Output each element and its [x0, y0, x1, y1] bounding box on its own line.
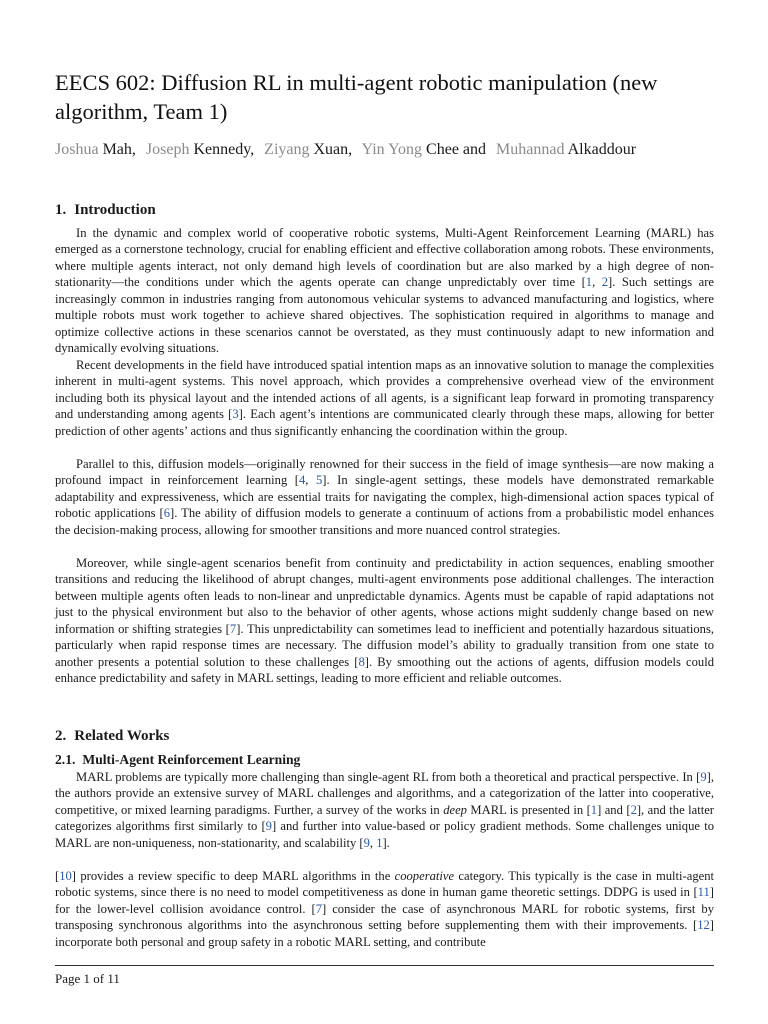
author	[146, 141, 260, 158]
author	[496, 141, 636, 158]
author-separator: ,	[131, 141, 136, 158]
section-number: 1.	[55, 202, 67, 218]
citation-link[interactable]: 7	[315, 901, 322, 916]
citation-link[interactable]: 8	[358, 654, 365, 669]
author-given-name: Ziyang	[264, 141, 310, 158]
emphasis-text: cooperative	[394, 869, 455, 883]
author	[362, 141, 492, 158]
author-family-name: Chee	[426, 141, 459, 158]
citation-link[interactable]: 9	[363, 835, 370, 850]
author-separator: ,	[250, 141, 255, 158]
citation-link[interactable]: 4	[298, 473, 306, 488]
citation-link[interactable]: 5	[315, 473, 323, 488]
page-number: Page 1 of 11	[55, 971, 120, 986]
citation-link[interactable]: 1	[376, 835, 383, 850]
subsection-heading-marl	[55, 751, 300, 768]
citation-link[interactable]: 12	[697, 918, 710, 933]
related-paragraph-1: MARL problems are typically more challenging than single-agent RL from both a theoretical and practical perspective. In [9], the authors provide an extensive survey of MARL challenges and algorithms, and a categorization of the latter into cooperative, competitive, or mixed learning paradigms. Further, a survey of the works in deep MARL is presented in [1] and [2], and the latter categorizes algorithms first similarly to [9] and further into value-based or policy gradient methods. Some challenges unique to MARL are non-uniqueness, non-stationarity, and scalability [9, 1].	[55, 770, 714, 850]
author-given-name: Joseph	[145, 141, 190, 158]
footer-rule	[55, 965, 714, 966]
subsection-number: 2.1.	[55, 752, 76, 767]
citation-link[interactable]: 1	[590, 802, 598, 817]
intro-paragraph-1: In the dynamic and complex world of cooperative robotic systems, Multi-Agent Reinforcement Learning (MARL) has emerged as a cornerstone technology, crucial for enabling efficient and effective collaboration among robots. These environments, where multiple agents interact, not only demand high levels of coordination but are also marked by a high degree of non-stationarity—the conditions under which the agents operate can change unpredictably over time [1, 2]. Such settings are increasingly common in industries ranging from autonomous vehicular systems to advanced manufacturing and logistics, where multiple robots must work together to achieve shared objectives. The sophistication required in algorithms to manage and optimize collective actions in these scenarios cannot be overstated, as they must continuously adapt to new information and dynamically evolving situations.	[55, 226, 714, 356]
section-heading-introduction	[55, 201, 156, 220]
intro-paragraph-2: Recent developments in the field have introduced spatial intention maps as an innovative solution to manage the complexities inherent in multi-agent systems. This novel approach, which provides a comprehensive overhead view of the environment including both its physical layout and the intended actions of all agents, is a significant leap forward in promoting transparency and understanding among agents [3]. Each agent’s intentions are communicated clearly through these maps, allowing for better prediction of other agents’ actions and thus significantly enhancing the coordination within the group.	[55, 358, 714, 438]
author-family-name: Mah	[102, 141, 132, 158]
section-heading-related-works	[55, 727, 169, 746]
related-paragraph-2: [10] provides a review specific to deep MARL algorithms in the cooperative category. This typically is the case in multi-agent robotic systems, since there is no need to model competitiveness as done in human game theoretic settings. DDPG is used in [11] for the lower-level collision avoidance control. [7] consider the case of asynchronous MARL for robotic systems, first by transposing synchronous algorithms into the asynchronous setting before supplementing them with their improvements. [12] incorporate both personal and group safety in a robotic MARL setting, and contribute	[55, 869, 714, 949]
section-title: Related Works	[74, 728, 170, 744]
citation-link[interactable]: 7	[229, 621, 237, 636]
citation-link[interactable]: 2	[630, 802, 637, 817]
author-list	[55, 140, 720, 160]
citation-link[interactable]: 2	[601, 275, 609, 290]
citation-link[interactable]: 6	[163, 506, 171, 521]
section-number: 2.	[55, 728, 67, 744]
citation-link[interactable]: 3	[232, 407, 239, 422]
subsection-title: Multi-Agent Reinforcement Learning	[82, 752, 301, 767]
author-family-name: Kennedy	[193, 141, 251, 158]
author-given-name: Yin Yong	[361, 141, 423, 158]
citation-link[interactable]: 9	[265, 819, 272, 834]
intro-paragraph-3: Parallel to this, diffusion models—originally renowned for their success in the field of image synthesis—are now making a profound impact in reinforcement learning [4, 5]. In single-agent settings, these models have demonstrated remarkable adaptability and expressiveness, which are essential traits for navigating the complex, high-dimensional action spaces typical of robotic applications [6]. The ability of diffusion models to generate a continuum of actions from a probabilistic model enhances the decision-making process, allowing for smoother transitions and more nuanced control strategies.	[55, 457, 715, 537]
paper-title: EECS 602: Diffusion RL in multi-agent robotic manipulation (new algorithm, Team 1)	[55, 70, 658, 124]
emphasis-text: deep	[443, 802, 467, 817]
author-given-name: Joshua	[55, 141, 99, 158]
citation-link[interactable]: 11	[697, 885, 710, 900]
citation-link[interactable]: 10	[59, 869, 72, 883]
author-given-name: Muhannad	[496, 141, 565, 158]
intro-paragraph-4: Moreover, while single-agent scenarios benefit from continuity and predictability in action sequences, enabling smoother transitions and reducing the likelihood of abrupt changes, multi-agent environments pose additional challenges. The interaction between multiple agents often leads to non-linear and unpredictable dynamics. Agents must be capable of rapid adaptations not just to the physical environment but also to the behavior of other agents, whose actions might suddenly change based on new information or shifting strategies [7]. This unpredictability can sometimes lead to inefficient and potentially hazardous situations, particularly when rapid response times are necessary. The diffusion model’s ability to gradually transition from one state to another presents a potential solution to these challenges [8]. By smoothing out the actions of agents, diffusion models could enhance predictability and safety in MARL settings, leading to more efficient and reliable outcomes.	[55, 556, 714, 686]
author-family-name: Alkaddour	[567, 141, 637, 158]
author	[55, 141, 142, 158]
section-title: Introduction	[74, 202, 156, 218]
author	[264, 141, 358, 158]
citation-link[interactable]: 1	[585, 275, 593, 290]
citation-link[interactable]: 9	[700, 770, 707, 784]
author-family-name: Xuan	[313, 141, 349, 158]
author-separator: and	[458, 141, 487, 158]
author-separator: ,	[348, 141, 353, 158]
